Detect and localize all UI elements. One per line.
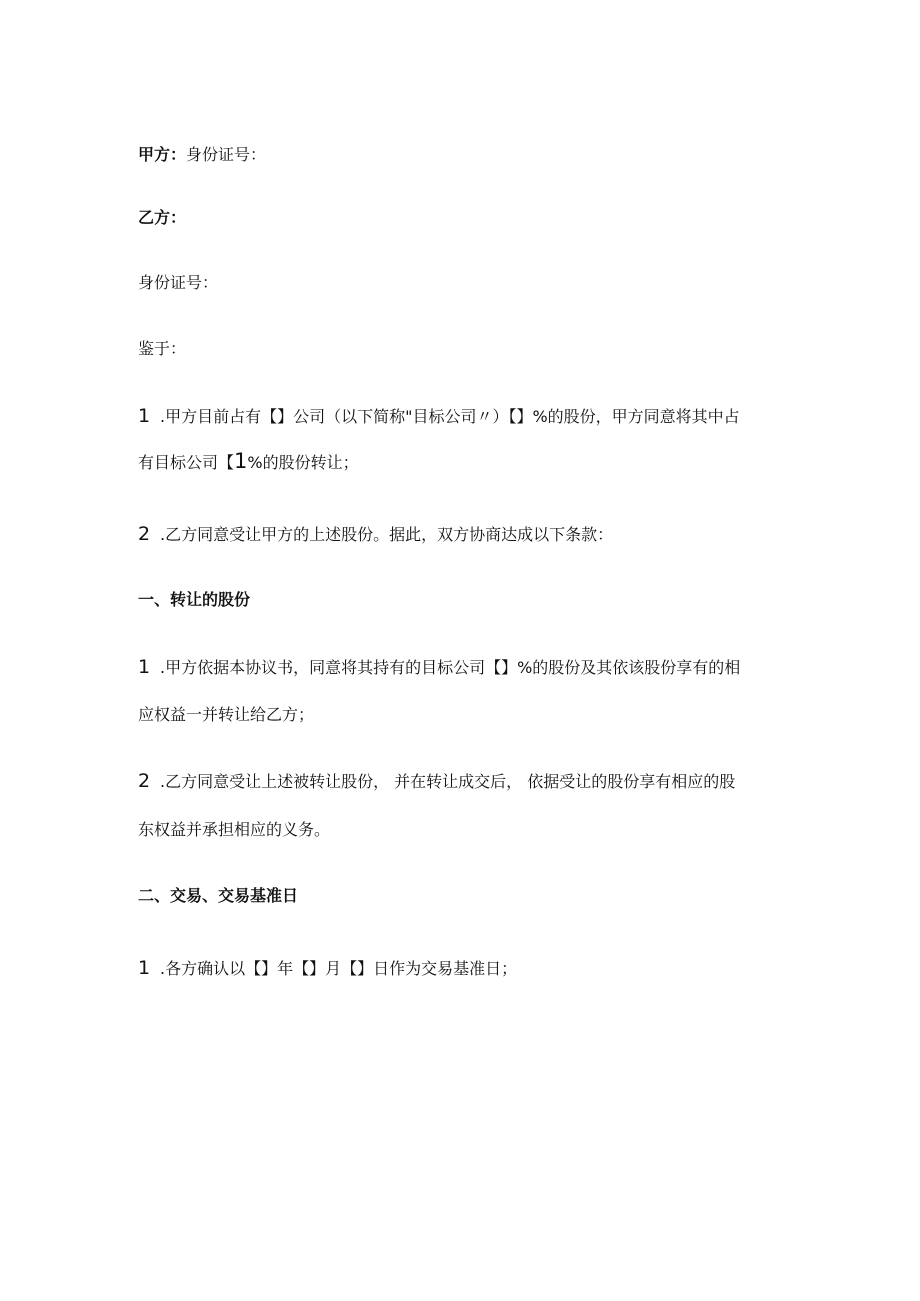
whereas-item-1-text: .甲方目前占有【】公司（以下简称"目标公司〃）【】%的股份，甲方同意将其中占 <box>160 407 740 426</box>
section-1-item-1-line-1 <box>138 656 740 679</box>
party-a-line <box>138 144 266 166</box>
party-a-label: 甲方： <box>138 145 187 164</box>
whereas-item-2-number: 2 <box>138 523 151 545</box>
section-1-item-2-text: .乙方同意受让上述被转让股份， 并在转让成交后， 依据受让的股份享有相应的股 <box>160 772 736 791</box>
whereas-item-1-text-cont-b: 1 <box>234 449 248 473</box>
party-b-label: 乙方： <box>138 208 187 227</box>
section-1-item-2-line-1 <box>138 770 735 793</box>
section-1-item-2-line-2: 东权益并承担相应的义务。 <box>138 820 331 839</box>
section-1-item-1-line-2: 应权益一并转让给乙方； <box>138 705 315 724</box>
whereas-item-1-line-1 <box>138 405 740 428</box>
whereas-item-2-text: .乙方同意受让甲方的上述股份。据此，双方协商达成以下条款： <box>160 525 614 544</box>
section-2-item-1-line-1 <box>138 957 517 980</box>
whereas-item-1-number: 1 <box>138 405 151 427</box>
section-2-item-1-number: 1 <box>138 957 151 979</box>
section-1-title: 一、转让的股份 <box>138 590 251 609</box>
section-2-item-1-text: .各方确认以【】年【】月【】日作为交易基准日； <box>160 959 518 978</box>
section-1-item-1-text: .甲方依据本协议书，同意将其持有的目标公司【】%的股份及其依该股份享有的相 <box>160 658 741 677</box>
whereas-item-2-line-1 <box>138 523 613 546</box>
section-2-title: 二、交易、交易基准日 <box>138 886 299 905</box>
whereas-item-1-line-2 <box>138 450 359 474</box>
party-a-id-label: 身份证号： <box>186 145 267 164</box>
section-1-item-2-number: 2 <box>138 770 151 792</box>
whereas-label: 鉴于： <box>138 339 187 358</box>
section-1-item-1-number: 1 <box>138 656 151 678</box>
party-b-id-label: 身份证号： <box>138 273 219 292</box>
whereas-item-1-text-cont-a: 有目标公司【 <box>138 453 235 472</box>
whereas-item-1-text-cont-c: %的股份转让； <box>247 453 359 472</box>
